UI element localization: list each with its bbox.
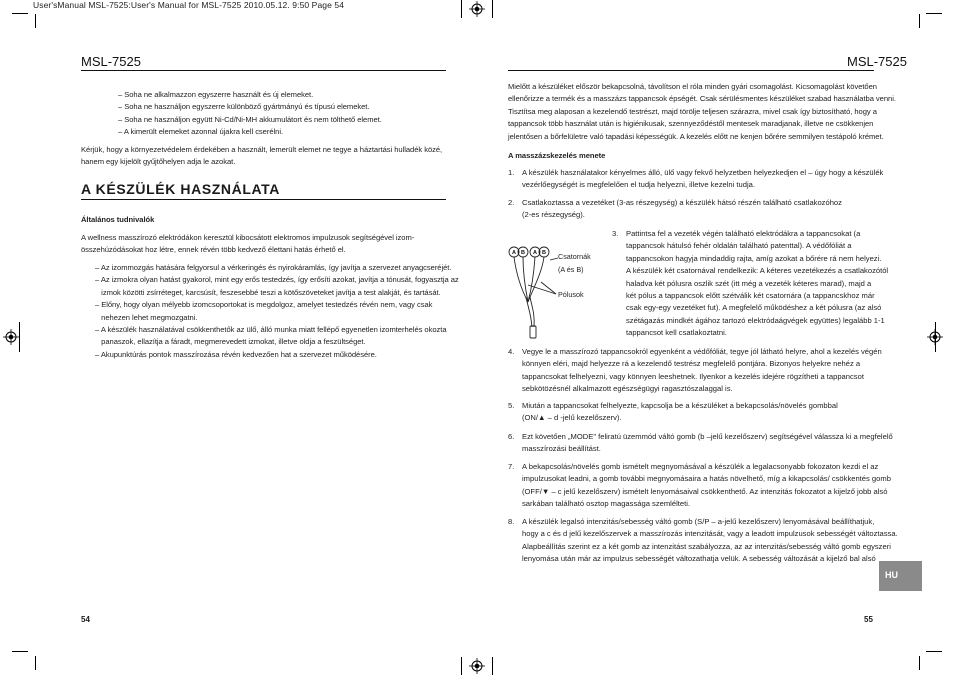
registration-mark-icon (3, 329, 19, 345)
crop-mark (919, 14, 920, 28)
list-item: – Soha ne alkalmazzon egyszerre használt és új elemeket. (118, 90, 314, 99)
page-number-right: 55 (864, 615, 873, 624)
crop-mark (19, 322, 20, 352)
connector-label: A (512, 250, 516, 256)
list-item: panaszok, ellazítja a fáradt, megmerevedett izmokat, illetve oldja a feszültséget. (95, 337, 366, 347)
header-rule-right (508, 70, 874, 71)
connector-label: B (521, 250, 525, 256)
battery-warnings (118, 89, 382, 139)
electrode-diagram (506, 242, 606, 342)
channels-label: Csatornák (558, 252, 591, 261)
crop-mark (461, 0, 462, 18)
poles-label: Pólusok (558, 290, 584, 299)
crop-mark (919, 656, 920, 670)
list-item: – Az izmokra olyan hatást gyakorol, mint egy erős testedzés, így erősíti azokat, javítja a tónusát, fogyasztja az (95, 275, 459, 285)
crop-mark (35, 656, 36, 670)
model-name-right: MSL-7525 (847, 54, 907, 69)
crop-mark (12, 13, 28, 14)
crop-mark (461, 657, 462, 675)
list-item: – Akupunktúrás pontok masszírozása révén kedvezően hat a szervezet működésére. (95, 349, 377, 359)
list-item: – A készülék használatával csökkenthetők az ülő, álló munka miatt fellépő egyenetlen izomterhelés okozta (95, 325, 447, 335)
benefits-list (95, 262, 459, 361)
subheading-general: Általános tudnivalók (81, 215, 155, 224)
print-header: User'sManual MSL-7525:User's Manual for MSL-7525 2010.05.12. 9:50 Page 54 (33, 0, 345, 10)
connector-label: A (533, 250, 537, 256)
subheading-procedure: A masszázskezelés menete (508, 151, 606, 160)
registration-mark-icon (469, 1, 485, 17)
section-title: A KÉSZÜLÉK HASZNÁLATA (81, 181, 446, 200)
crop-mark (926, 651, 942, 652)
crop-mark (492, 657, 493, 675)
list-item: nehezen lehet megmozgatni. (95, 312, 198, 322)
model-name-left: MSL-7525 (81, 54, 141, 69)
crop-mark (926, 13, 942, 14)
page-number-left: 54 (81, 615, 90, 624)
intro-paragraph: A wellness masszírozó elektródákon keresztül kibocsátott elektromos impulzusok segítségével izom- összehúzódásokat hoz létre, ennek révén több kedvező élettani hatás érhető el. (81, 233, 415, 255)
channels-sub-label: (A és B) (558, 265, 584, 274)
crop-mark (12, 651, 28, 652)
list-item: – Az izommozgás hatására felgyorsul a vérkeringés és nyirokáramlás, így javítja a szervezet anyagcseréjét. (95, 263, 452, 272)
list-item: – A kimerült elemeket azonnal újakra kell cserélni. (118, 127, 284, 137)
registration-mark-icon (469, 658, 485, 674)
language-badge: HU (879, 561, 922, 591)
environment-paragraph: Kérjük, hogy a környezetvédelem érdekében a használt, lemerült elemet ne tegye a háztartási hulladék közé, hanem egy kijelölt gyűjtőhelyen adja le azokat. (81, 145, 443, 167)
crop-mark (35, 14, 36, 28)
list-item: izmok közötti zsírréteget, karcsúsít, feszesebbé teszi a kötőszöveteket javítja a test alakját, és tartását. (95, 287, 441, 297)
connector-label: B (542, 250, 546, 256)
crop-mark (935, 322, 936, 352)
intro-paragraph-right: Mielőtt a készüléket először bekapcsolná, távolítson el róla minden gyári csomagolást. Kicsomagolást követően ellenőrizze a termék és a masszázs tappancsok épségét. Csak sérülésmentes készüléket szabad használatba venni. Tisztítsa meg alaposan a kezelendő testrészt, majd törölje teljesen szárazra, mivel csak így biztosítható, hogy a tappancsok több használat után is higiénikusak, szennyeződéstől mentesek maradjanak, illetve ne csökkenjen jelentősen a bőrfelületre való tapadási képességük. A kezelés előtt ne kenjen bőrére semmilyen testápoló krémet. (508, 82, 896, 141)
list-item: – Előny, hogy olyan mélyebb izomcsoportokat is megdolgoz, amelyet testedzés révén nem, vagy csak (95, 300, 433, 310)
list-item: – Soha ne használjon egyszerre különböző gyártmányú és típusú elemeket. (118, 102, 370, 112)
crop-mark (492, 0, 493, 18)
header-rule-left (81, 70, 446, 71)
list-item: – Soha ne használjon együtt Ni-Cd/Ni-MH akkumulátort és nem tölthető elemet. (118, 114, 382, 124)
